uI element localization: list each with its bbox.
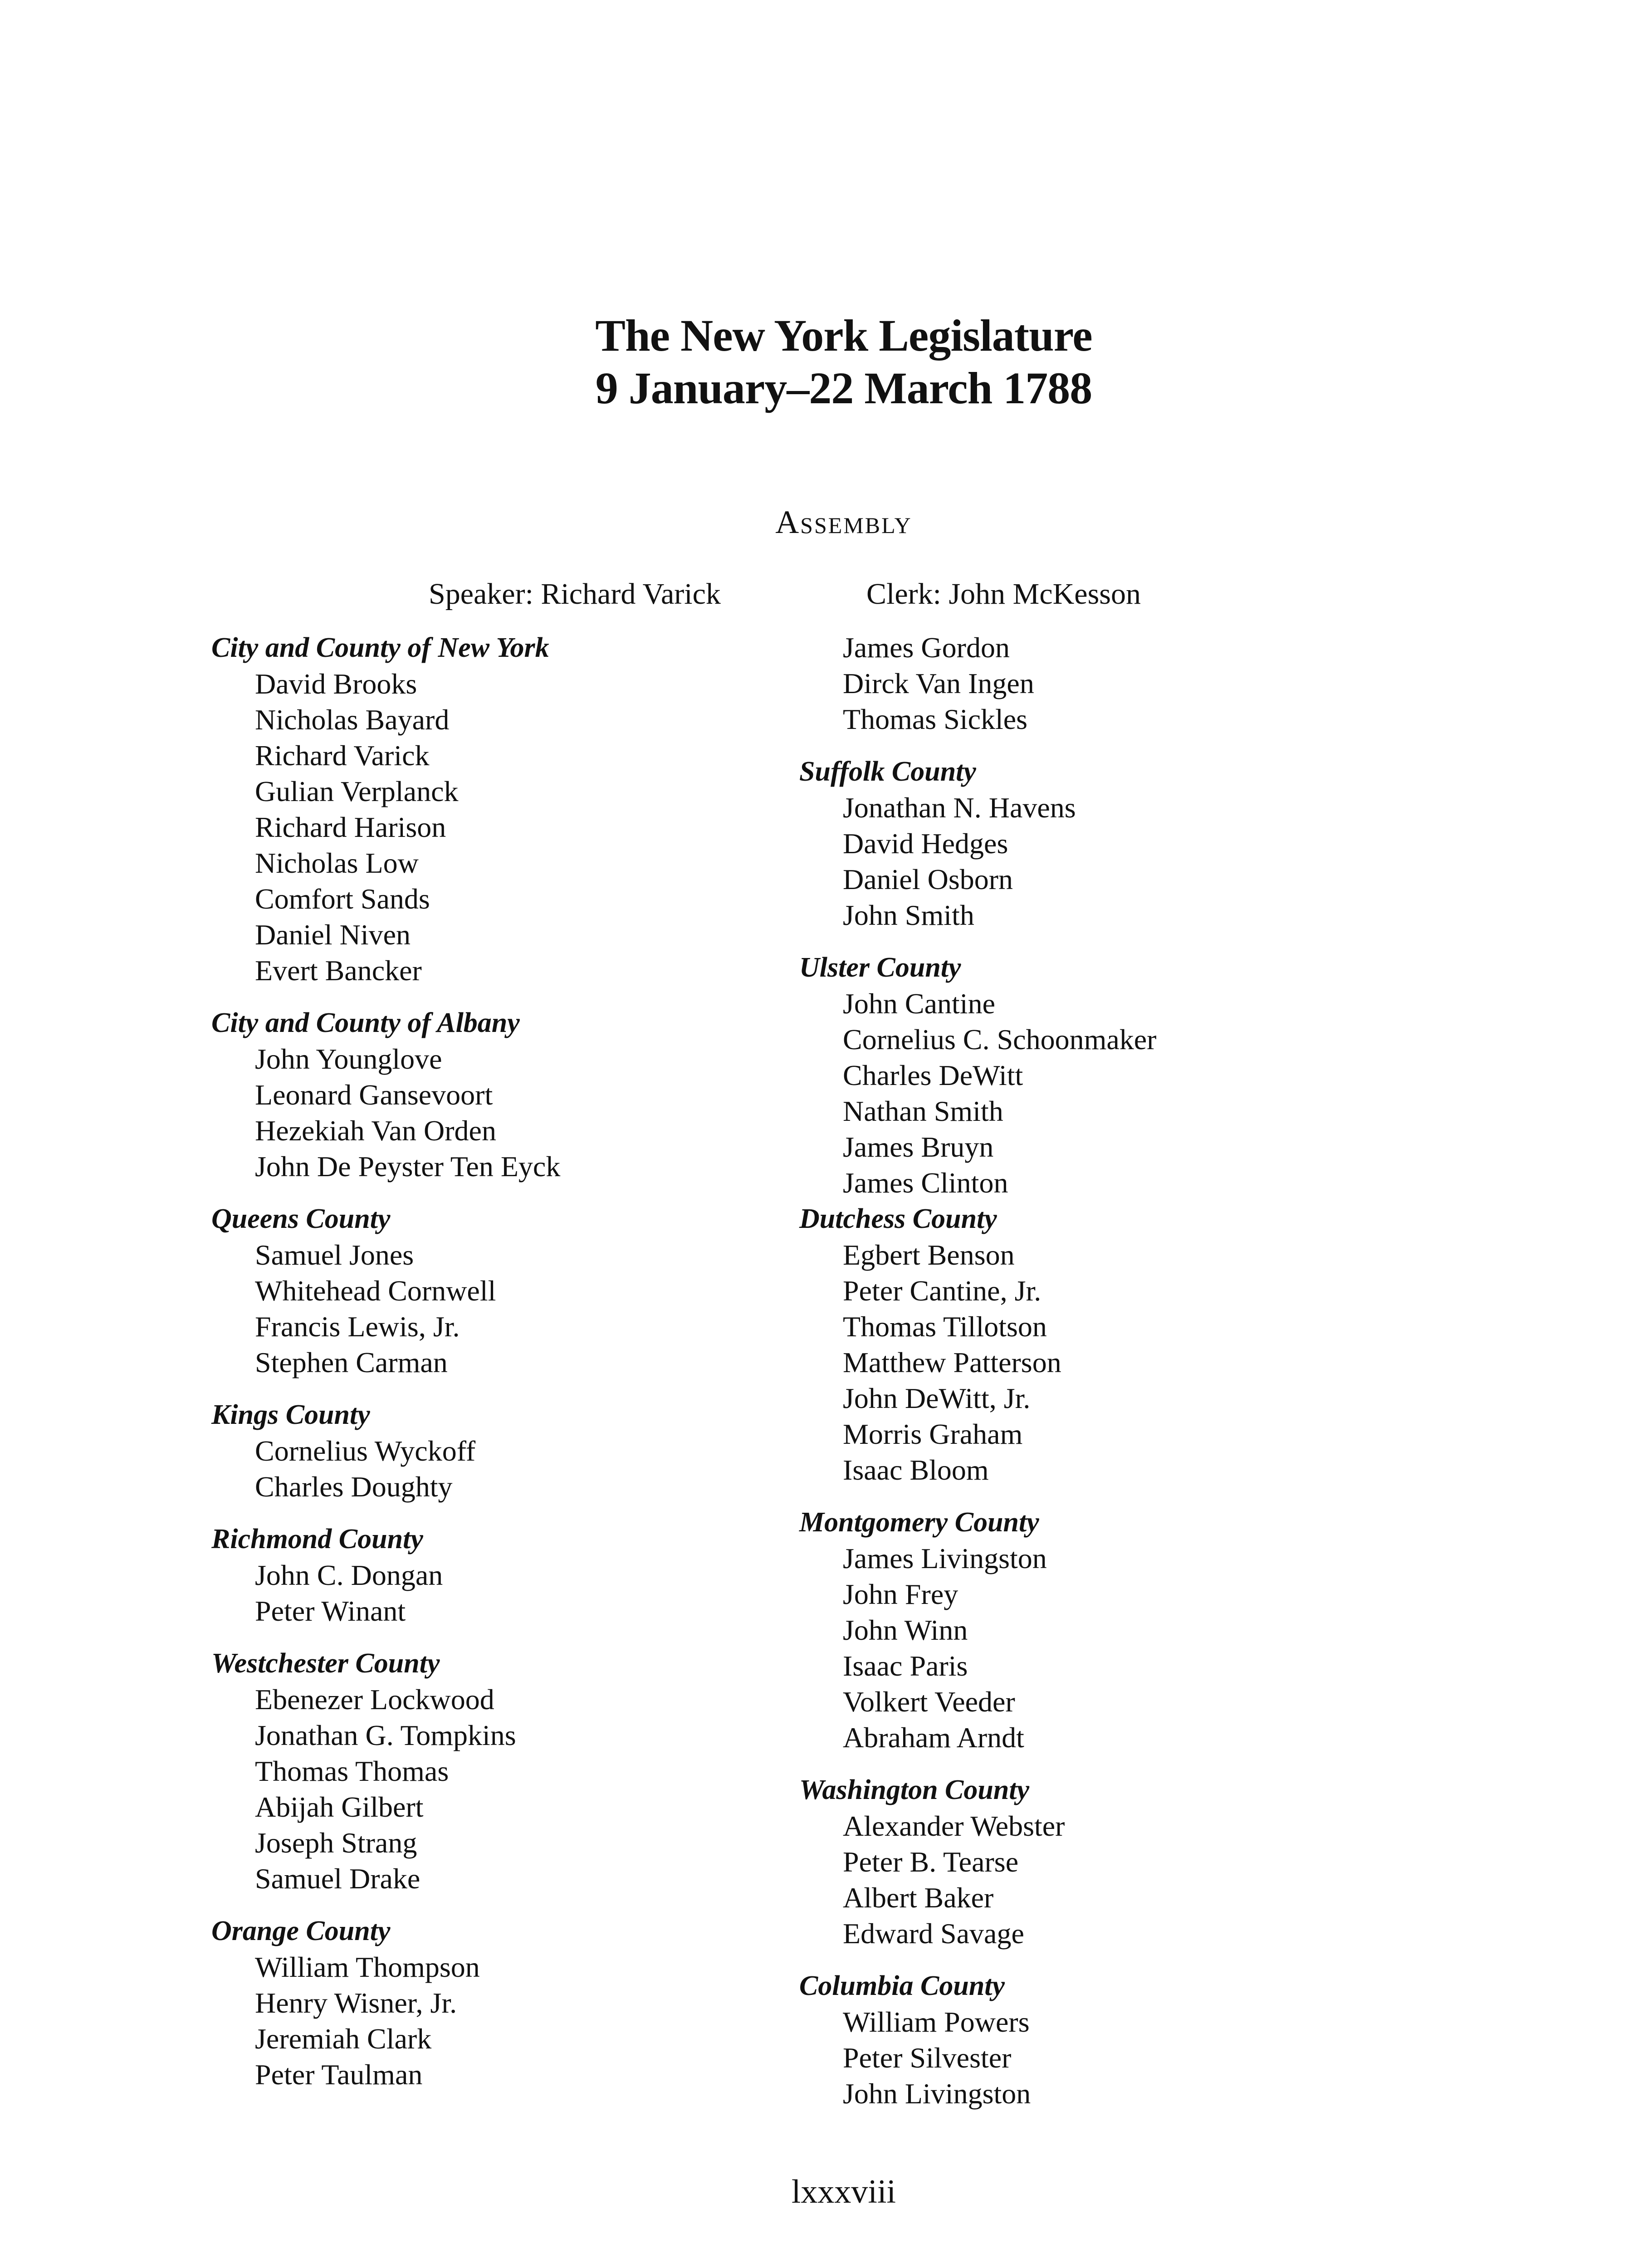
member-name: Cornelius Wyckoff (255, 1435, 476, 1467)
member-name: Jonathan N. Havens (843, 792, 1076, 824)
county-name: Westchester County (211, 1648, 440, 1679)
left-column (211, 630, 801, 2109)
member-name: John Cantine (843, 987, 995, 1020)
member-name: Whitehead Cornwell (255, 1275, 496, 1307)
member-name: James Gordon (843, 631, 1010, 664)
county-block (799, 1968, 1389, 2112)
member-name: John Livingston (843, 2077, 1031, 2110)
member-name: Thomas Tillotson (843, 1310, 1047, 1343)
member-name: David Hedges (843, 827, 1008, 860)
member-name: Charles DeWitt (843, 1059, 1023, 1091)
county-block (211, 630, 801, 988)
member-name: Ebenezer Lockwood (255, 1683, 494, 1716)
member-name: John Smith (843, 899, 974, 931)
member-name: John DeWitt, Jr. (843, 1382, 1031, 1414)
member-name: Hezekiah Van Orden (255, 1114, 496, 1147)
member-name: Egbert Benson (843, 1239, 1015, 1271)
county-block (211, 1201, 801, 1380)
county-name: Washington County (799, 1774, 1030, 1805)
county-name: Ulster County (799, 952, 961, 983)
member-name: Leonard Gansevoort (255, 1079, 493, 1111)
member-name: Daniel Niven (255, 919, 411, 951)
county-name: Montgomery County (799, 1507, 1039, 1538)
member-name: John Winn (843, 1614, 968, 1646)
member-name: Stephen Carman (255, 1346, 448, 1378)
speaker-line: Speaker: Richard Varick (429, 577, 721, 611)
member-name: Isaac Bloom (843, 1454, 989, 1486)
member-name: Edward Savage (843, 1917, 1024, 1950)
member-name: Albert Baker (843, 1882, 994, 1914)
member-name: William Powers (843, 2006, 1030, 2038)
county-block (799, 630, 1389, 737)
member-name: Peter B. Tearse (843, 1846, 1019, 1878)
member-name: Morris Graham (843, 1418, 1023, 1450)
county-block (799, 1504, 1389, 1755)
member-name: Samuel Jones (255, 1239, 414, 1271)
member-name: Nicholas Low (255, 847, 419, 879)
member-name: Peter Cantine, Jr. (843, 1275, 1041, 1307)
member-name: Abraham Arndt (843, 1721, 1024, 1754)
member-name: Nathan Smith (843, 1095, 1003, 1127)
page-subtitle-dates: 9 January–22 March 1788 (595, 363, 1092, 413)
county-block (799, 949, 1389, 1201)
member-name: Isaac Paris (843, 1650, 968, 1682)
county-name: City and County of Albany (211, 1007, 520, 1038)
member-name: Francis Lewis, Jr. (255, 1310, 460, 1343)
county-name: Columbia County (799, 1970, 1005, 2001)
county-block (211, 1397, 801, 1505)
county-name: Suffolk County (799, 756, 976, 787)
member-name: Richard Harison (255, 811, 446, 843)
right-column (799, 630, 1389, 2128)
member-name: John De Peyster Ten Eyck (255, 1150, 561, 1183)
county-name: Orange County (211, 1916, 391, 1946)
county-block (799, 753, 1389, 933)
member-name: James Bruyn (843, 1131, 994, 1163)
page-number: lxxxviii (791, 2173, 896, 2210)
member-name: Charles Doughty (255, 1471, 453, 1503)
member-name: Cornelius C. Schoonmaker (843, 1023, 1157, 1056)
member-name: Joseph Strang (255, 1827, 417, 1859)
member-name: Dirck Van Ingen (843, 667, 1034, 699)
county-block (211, 1913, 801, 2092)
page-title: The New York Legislature (595, 310, 1092, 361)
member-name: Peter Taulman (255, 2058, 423, 2091)
member-name: Jeremiah Clark (255, 2023, 432, 2055)
county-name: Dutchess County (799, 1203, 997, 1234)
member-name: David Brooks (255, 668, 417, 700)
member-name: Henry Wisner, Jr. (255, 1987, 457, 2019)
member-name: Abijah Gilbert (255, 1791, 424, 1823)
member-name: Matthew Patterson (843, 1346, 1061, 1378)
member-name: James Livingston (843, 1542, 1047, 1574)
member-name: John Younglove (255, 1043, 442, 1075)
county-block (799, 1201, 1389, 1488)
member-name: Alexander Webster (843, 1810, 1065, 1842)
member-name: John Frey (843, 1578, 958, 1610)
clerk-line: Clerk: John McKesson (866, 577, 1141, 611)
member-name: Samuel Drake (255, 1862, 420, 1895)
county-block (211, 1645, 801, 1897)
member-name: John C. Dongan (255, 1559, 443, 1591)
member-name: Thomas Thomas (255, 1755, 449, 1787)
county-name: Queens County (211, 1203, 391, 1234)
member-name: Jonathan G. Tompkins (255, 1719, 516, 1751)
county-block (211, 1005, 801, 1184)
member-name: William Thompson (255, 1951, 480, 1983)
member-name: Nicholas Bayard (255, 704, 450, 736)
member-name: Comfort Sands (255, 883, 430, 915)
member-name: Evert Bancker (255, 954, 422, 987)
member-name: James Clinton (843, 1167, 1008, 1199)
county-block (799, 1772, 1389, 1951)
member-name: Peter Silvester (843, 2042, 1012, 2074)
member-name: Gulian Verplanck (255, 775, 459, 807)
county-name: City and County of New York (211, 632, 549, 663)
county-name: Kings County (211, 1399, 370, 1430)
member-name: Volkert Veeder (843, 1686, 1015, 1718)
member-name: Richard Varick (255, 739, 430, 772)
member-name: Peter Winant (255, 1595, 406, 1627)
member-name: Daniel Osborn (843, 863, 1013, 895)
member-name: Thomas Sickles (843, 703, 1028, 735)
county-block (211, 1521, 801, 1629)
county-name: Richmond County (211, 1524, 423, 1554)
section-heading: Assembly (775, 504, 912, 540)
